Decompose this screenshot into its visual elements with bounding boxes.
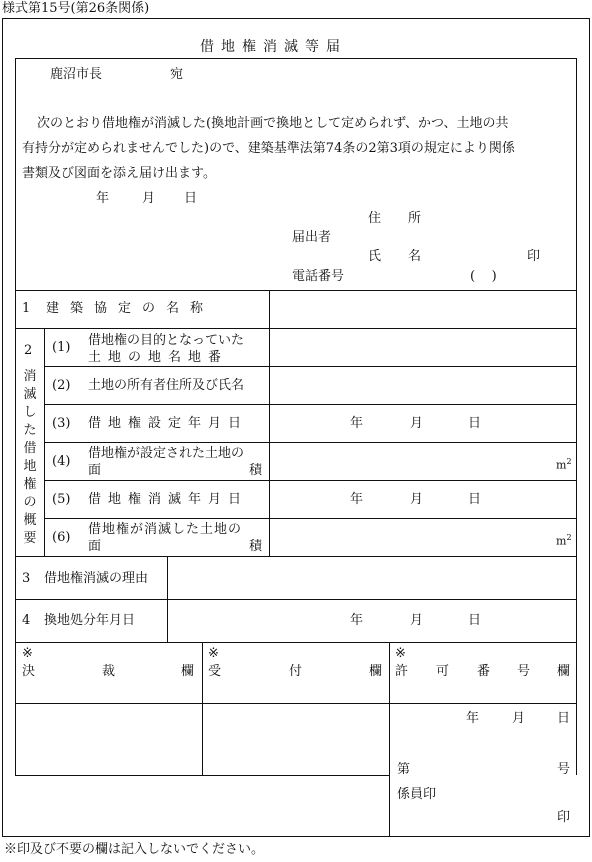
- kyoka-char-4: 号: [517, 664, 531, 679]
- addressee-name: 鹿沼市長: [50, 67, 103, 82]
- item6-unit-m: m: [556, 534, 567, 548]
- item6-unit-sup: 2: [566, 533, 572, 542]
- notifier-phone-paren: ( ): [470, 269, 497, 284]
- item1-line2: 土地の地名地番: [88, 350, 229, 365]
- kyoka-char-3: 番: [477, 664, 491, 679]
- row1-number: 1: [22, 301, 31, 316]
- item3-day: 日: [468, 416, 482, 431]
- frame-top: [2, 18, 590, 19]
- row2-line-3: [44, 442, 577, 443]
- kyoka-year: 年: [466, 711, 480, 726]
- office-header-bottom: [15, 703, 577, 704]
- notifier-label: 届出者: [292, 230, 332, 245]
- date-year: 年: [96, 191, 110, 206]
- document-title: 借地権消滅等届: [200, 39, 347, 55]
- kyoka-go: 号: [557, 762, 571, 777]
- item6-line2a: 面: [88, 539, 102, 554]
- item5-month: 月: [410, 492, 424, 507]
- row3-label: 借地権消滅の理由: [44, 571, 149, 586]
- item5-number: (5): [52, 492, 71, 507]
- staff-label: 係員印: [397, 787, 437, 802]
- row2-line-5: [44, 518, 577, 519]
- office-divider-2: [389, 642, 390, 836]
- inner-left: [15, 58, 16, 775]
- addressee-suffix: 宛: [170, 67, 184, 82]
- row3-top: [15, 556, 577, 557]
- item4-unit-m: m: [556, 458, 567, 472]
- row1-divider: [269, 290, 270, 328]
- kyoka-char-2: 可: [436, 664, 450, 679]
- row4-number: 4: [22, 613, 31, 628]
- row1-label: 建築協定の名称: [46, 301, 215, 316]
- frame-right: [589, 18, 590, 836]
- body-line-3: 書類及び図面を添え届け出ます。: [22, 166, 216, 181]
- row4-month: 月: [410, 613, 424, 628]
- body-line-2: 有持分が定められませんでした)ので、建築基準法第74条の2第3項の規定により関係: [22, 141, 515, 156]
- office-top: [15, 642, 577, 643]
- row2-number: 2: [24, 343, 33, 358]
- notifier-seal: 印: [527, 249, 541, 264]
- row2-top: [15, 328, 577, 329]
- kyoka-char-5: 欄: [557, 664, 571, 679]
- staff-seal: 印: [557, 810, 571, 825]
- item1-number: (1): [52, 340, 71, 355]
- form-number: 様式第15号(第26条関係): [2, 1, 150, 16]
- item4-line2a: 面: [88, 463, 102, 478]
- office-mid-bottom: [202, 775, 389, 776]
- notifier-address-label: 住所: [368, 211, 449, 226]
- kessai-char-3: 欄: [181, 664, 195, 679]
- item6-line2b: 積: [249, 539, 263, 554]
- kyoka-day: 日: [557, 711, 571, 726]
- item5-line1: 借地権消滅年月日: [88, 492, 249, 507]
- item4-line1: 借地権が設定された土地の: [88, 446, 245, 461]
- item5-day: 日: [468, 492, 482, 507]
- item2-number: (2): [52, 378, 71, 393]
- kyoka-mark: ※: [395, 646, 406, 661]
- footnote: ※印及び不要の欄は記入しないでください。: [4, 842, 265, 857]
- row4-top: [15, 599, 577, 600]
- body-line-1: 次のとおり借地権が消滅した(換地計画で換地として定められず、かつ、土地の共: [37, 116, 509, 131]
- item5-year: 年: [350, 492, 364, 507]
- item2-line1: 土地の所有者住所及び氏名: [88, 378, 245, 393]
- row4-day: 日: [468, 613, 482, 628]
- item3-year: 年: [350, 416, 364, 431]
- uketsuke-char-1: 受: [208, 664, 222, 679]
- item4-line2b: 積: [249, 463, 263, 478]
- item4-unit-sup: 2: [566, 457, 572, 466]
- office-divider-1: [202, 642, 203, 775]
- frame-left: [2, 18, 3, 836]
- row2-line-2: [44, 404, 577, 405]
- row1-top: [15, 290, 577, 291]
- row4-year: 年: [350, 613, 364, 628]
- item1-line1: 借地権の目的となっていた: [88, 333, 245, 348]
- item3-line1: 借地権設定年月日: [88, 416, 249, 431]
- uketsuke-char-2: 付: [289, 664, 303, 679]
- item3-number: (3): [52, 416, 71, 431]
- item4-unit: [556, 458, 572, 471]
- row2-line-4: [44, 480, 577, 481]
- kessai-char-1: 決: [22, 664, 36, 679]
- inner-top: [15, 58, 577, 59]
- kessai-char-2: 裁: [102, 664, 116, 679]
- date-day: 日: [184, 191, 198, 206]
- notifier-phone-label: 電話番号: [292, 269, 345, 284]
- date-month: 月: [142, 191, 156, 206]
- item6-number: (6): [52, 530, 71, 545]
- uketsuke-char-3: 欄: [369, 664, 383, 679]
- frame-bottom: [2, 836, 590, 837]
- row4-label: 換地処分年月日: [44, 613, 136, 628]
- row2-side-label: 消滅した借地権の概要: [23, 369, 37, 546]
- item3-month: 月: [410, 416, 424, 431]
- item6-unit: [556, 534, 572, 547]
- kyoka-char-1: 許: [395, 664, 409, 679]
- item4-number: (4): [52, 454, 71, 469]
- kyoka-dai: 第: [397, 762, 411, 777]
- row3-number: 3: [22, 571, 31, 586]
- inner-right: [576, 58, 577, 775]
- kessai-mark: ※: [22, 646, 33, 661]
- office-left-bottom: [15, 775, 202, 776]
- row2-line-1: [44, 366, 577, 367]
- kyoka-month: 月: [512, 711, 526, 726]
- item6-line1: 借地権が消滅した土地の: [88, 522, 243, 537]
- notifier-name-label: 氏名: [368, 249, 449, 264]
- uketsuke-mark: ※: [208, 646, 219, 661]
